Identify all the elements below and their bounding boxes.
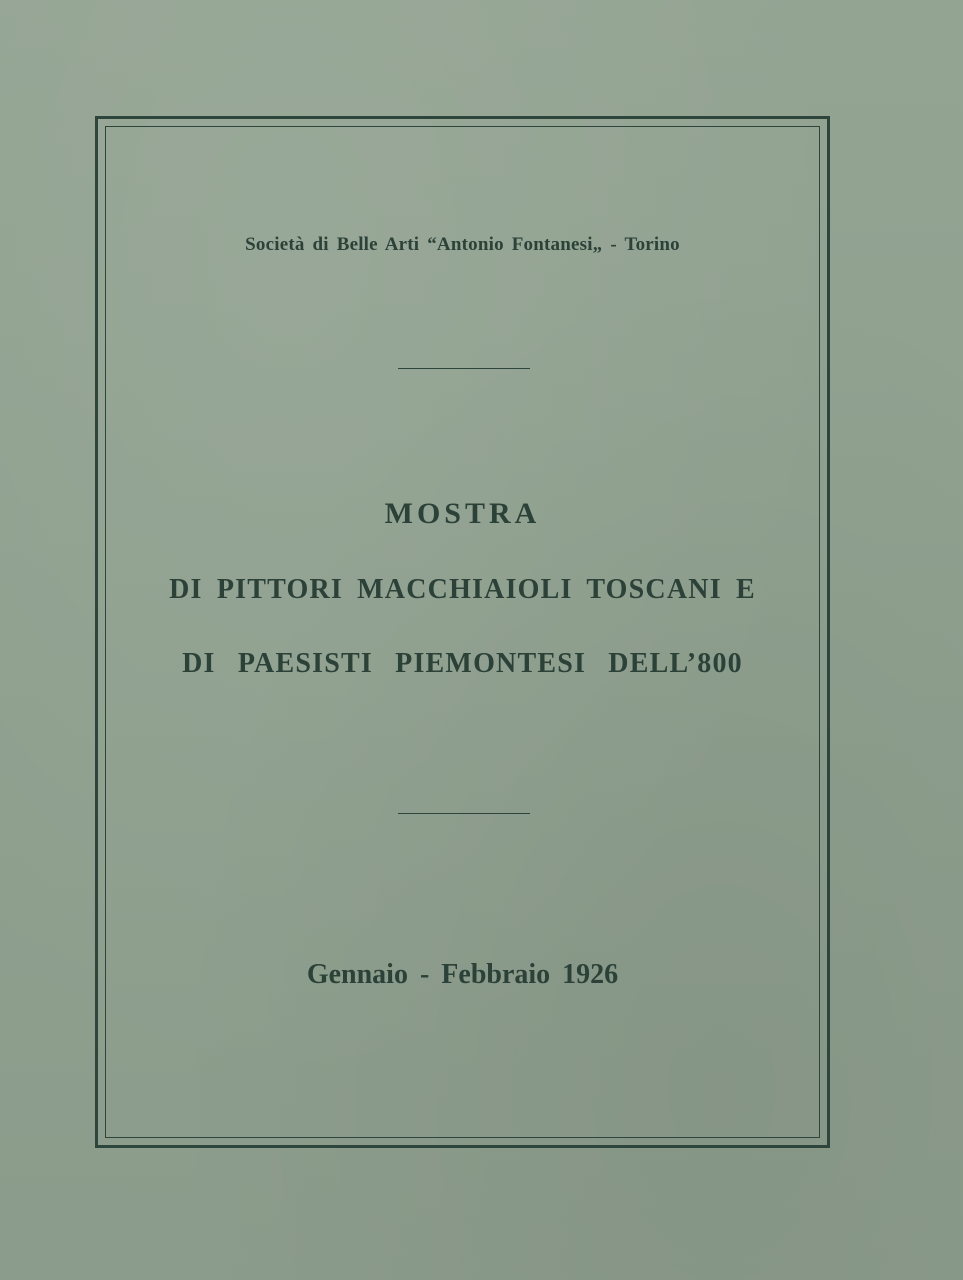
title-line-paesisti: DI PAESISTI PIEMONTESI DELL’800 xyxy=(182,648,743,679)
bottom-divider-rule xyxy=(398,813,530,814)
society-heading: Società di Belle Arti “Antonio Fontanesi„ - Torino xyxy=(245,234,680,255)
title-line-macchiaioli: DI PITTORI MACCHIAIOLI TOSCANI E xyxy=(169,574,756,605)
exhibition-date: Gennaio - Febbraio 1926 xyxy=(306,959,619,990)
top-divider-rule xyxy=(398,368,530,369)
title-mostra: MOSTRA xyxy=(384,497,541,530)
